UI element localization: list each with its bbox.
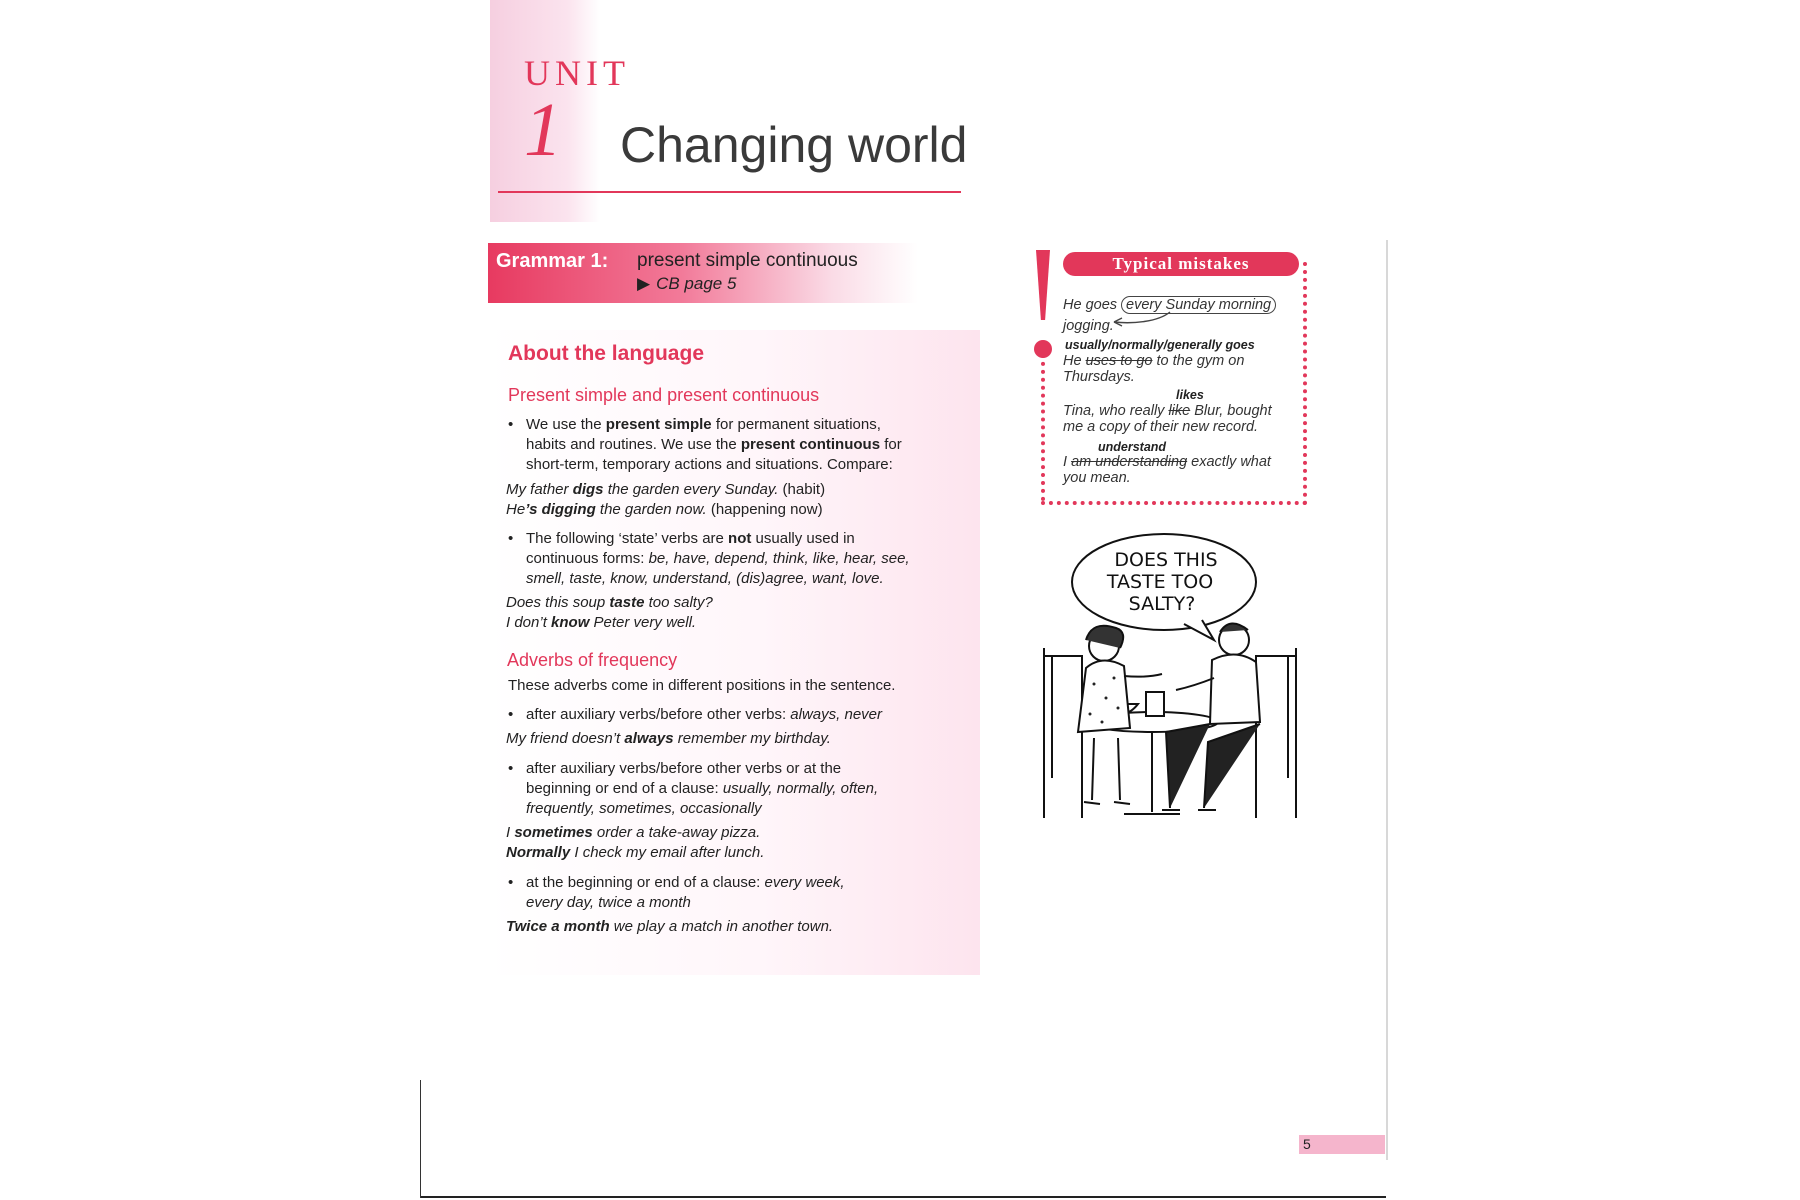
- speech-text: SALTY?: [1128, 593, 1196, 615]
- correction: understand: [1098, 440, 1167, 454]
- example-sentence: He’s digging the garden now. (happening now): [506, 501, 823, 518]
- coursebook-reference: ▶ CB page 5: [637, 274, 737, 293]
- unit-number: 1: [524, 88, 562, 172]
- mistake-example: me a copy of their new record.: [1063, 419, 1259, 435]
- speech-text: DOES THIS: [1114, 549, 1218, 571]
- example-sentence: Twice a month we play a match in another town.: [506, 918, 834, 935]
- example-sentence: I don’t know Peter very well.: [506, 614, 697, 631]
- subheading-adverbs: Adverbs of frequency: [507, 650, 678, 670]
- mistake-example: He uses to go to the gym on: [1063, 353, 1245, 369]
- box-border: [1041, 354, 1045, 501]
- example-sentence: Normally I check my email after lunch.: [506, 844, 765, 861]
- example-sentence: Does this soup taste too salty?: [506, 594, 713, 611]
- example-sentence: My father digs the garden every Sunday. (habit): [506, 481, 826, 498]
- unit-label: UNIT: [524, 53, 630, 93]
- cartoon-illustration: [1034, 528, 1306, 828]
- page-edge: [420, 1080, 421, 1198]
- example-sentence: My friend doesn’t always remember my birthday.: [506, 730, 831, 747]
- mistake-example: jogging.: [1063, 318, 1114, 334]
- bullet-item: • at the beginning or end of a clause: every week, every day, twice a month: [508, 874, 845, 911]
- exclamation-dot-icon: [1034, 340, 1052, 358]
- play-arrow-icon: ▶: [637, 274, 651, 293]
- page-number-tab: [1299, 1135, 1385, 1154]
- page-number: 5: [1303, 1136, 1311, 1152]
- page-edge: [420, 1196, 1386, 1198]
- bullet-item: • The following ‘state’ verbs are not usually used in continuous forms: be, have, depend, think, like, hear, see, smell, taste, know, understand, (dis)agree, want, love.: [508, 530, 910, 587]
- mistake-example: you mean.: [1063, 470, 1131, 486]
- bullet-item: • after auxiliary verbs/before other verbs or at the beginning or end of a clause: usually, normally, often, frequently, sometimes, occasionally: [508, 760, 879, 817]
- title-divider: [498, 191, 961, 193]
- body-text: These adverbs come in different positions in the sentence.: [508, 677, 896, 694]
- speech-text: TASTE TOO: [1106, 571, 1214, 593]
- mistake-example: He goes every Sunday morning: [1063, 297, 1276, 313]
- section-heading: About the language: [508, 342, 704, 365]
- example-sentence: I sometimes order a take-away pizza.: [506, 824, 761, 841]
- grammar-label: Grammar 1:: [496, 250, 609, 272]
- typical-mistakes-title: Typical mistakes: [1063, 252, 1299, 276]
- grammar-topic: present simple continuous: [637, 250, 858, 271]
- page-title: Changing world: [620, 117, 968, 173]
- mistake-example: Thursdays.: [1063, 369, 1135, 385]
- page-edge: [1386, 240, 1388, 1160]
- bullet-item: • We use the present simple for permanent situations, habits and routines. We use the present continuous for short-term, temporary actions and situations. Compare:: [508, 416, 902, 473]
- correction: likes: [1176, 388, 1204, 402]
- bullet-item: • after auxiliary verbs/before other verbs: always, never: [508, 706, 883, 723]
- mistake-example: Tina, who really like Blur, bought: [1063, 403, 1272, 419]
- correction: usually/normally/generally goes: [1065, 338, 1255, 352]
- move-arrow-icon: [1108, 310, 1174, 330]
- subheading-present-simple: Present simple and present continuous: [508, 385, 820, 405]
- mistake-example: I am understanding exactly what: [1063, 454, 1271, 470]
